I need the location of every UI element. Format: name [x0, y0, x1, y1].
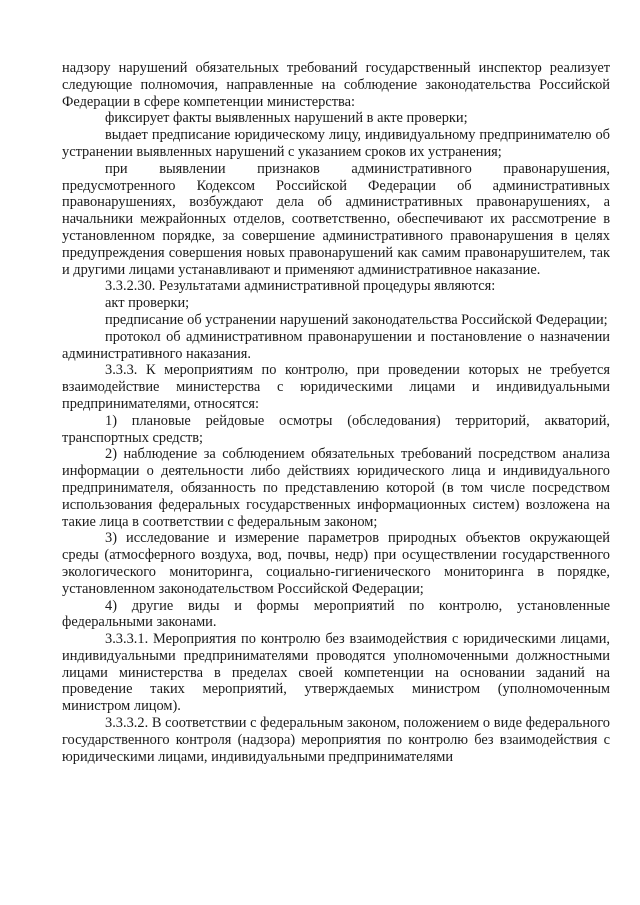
paragraph-3-3-3-1: 3.3.3.1. Мероприятия по контролю без взаимодействия с юридическими лицами, индивидуальными предпринимателями проводятся уполномоченными должностными лицами министерства в пределах своей компетенции на основании заданий на проведение таких мероприятий, утверждаемых министром (уполномоченным министром лицом).	[62, 631, 610, 715]
paragraph-inspection-act: акт проверки;	[105, 295, 190, 312]
list-item-environment-research: 3) исследование и измерение параметров природных объектов окружающей среды (атмосферного воздуха, вод, почвы, недр) при осуществлении государственного экологического мониторинга, социально-гигиенического мониторинга в порядке, установленном законодательством Российской Федерации;	[62, 530, 610, 597]
paragraph-results-heading: 3.3.2.30. Результатами административной процедуры являются:	[105, 278, 496, 295]
paragraph-elimination-order: предписание об устранении нарушений законодательства Российской Федерации;	[105, 311, 608, 328]
list-item-raid-inspections: 1) плановые рейдовые осмотры (обследования) территорий, акваторий, транспортных средств;	[62, 412, 610, 446]
paragraph-3-3-3-2: 3.3.3.2. В соответствии с федеральным законом, положением о виде федерального государственного контроля (надзора) мероприятия по контролю без взаимодействия с юридическими лицами, индивидуальными предпринимателями	[62, 715, 610, 765]
paragraph-record-violations: фиксирует факты выявленных нарушений в акте проверки;	[105, 110, 468, 127]
paragraph-administrative-offense: при выявлении признаков административного правонарушения, предусмотренного Кодексом Российской Федерации об административных правонарушениях, возбуждают дела об административных правонарушениях, а начальники межрайонных отделов, соответственно, обеспечивают их рассмотрение в установленном порядке, за совершение административного правонарушения в целях предупреждения совершения новых правонарушений как самим правонарушителем, так и другими лицами устанавливают и применяют административное наказание.	[62, 160, 610, 278]
paragraph-protocol: протокол об административном правонарушении и постановление о назначении административного наказания.	[62, 328, 610, 362]
list-item-observation: 2) наблюдение за соблюдением обязательных требований посредством анализа информации о деятельности либо действиях юридического лица и индивидуального предпринимателя, обязанность по представлению которой (в том числе посредством использования федеральных государственных информационных систем) возложена на такие лица в соответствии с федеральным законом;	[62, 446, 610, 530]
paragraph-control-measures-heading: 3.3.3. К мероприятиям по контролю, при проведении которых не требуется взаимодействие министерства с юридическими лицами и индивидуальными предпринимателями, относятся:	[62, 362, 610, 412]
paragraph-issue-order: выдает предписание юридическому лицу, индивидуальному предпринимателю об устранении выявленных нарушений с указанием сроков их устранения;	[62, 127, 610, 160]
list-item-other-measures: 4) другие виды и формы мероприятий по контролю, установленные федеральными законами.	[62, 597, 610, 631]
document-page	[62, 60, 610, 765]
paragraph-powers-intro: надзору нарушений обязательных требований государственный инспектор реализует следующие полномочия, направленные на соблюдение законодательства Российской Федерации в сфере компетенции министерства:	[62, 60, 610, 110]
